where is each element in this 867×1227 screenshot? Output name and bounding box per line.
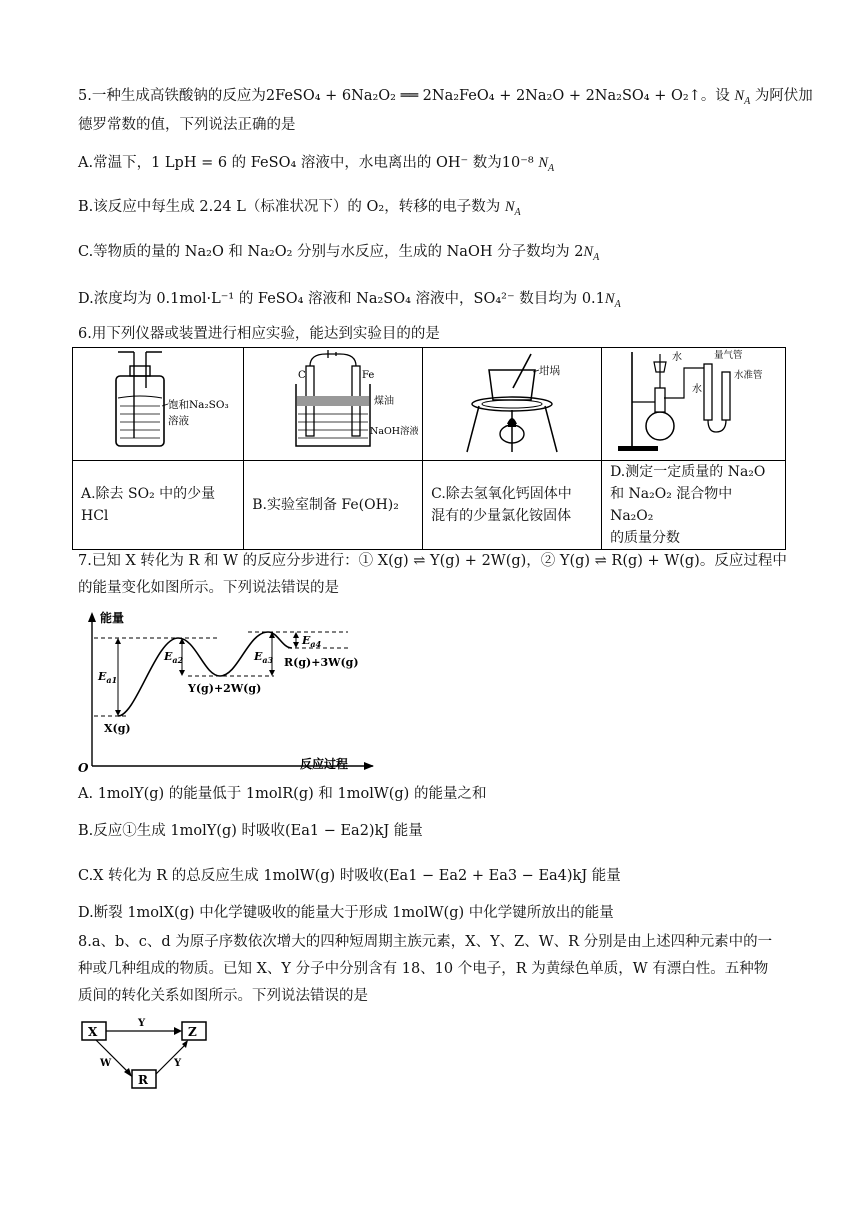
svg-text:X: X <box>88 1025 98 1039</box>
option-d-caption <box>602 461 786 550</box>
process-axis-arrow <box>364 762 374 770</box>
x-level-label: X(g) <box>104 722 131 735</box>
apparatus-a-cell <box>73 348 244 461</box>
bottle-label-1: 饱和Na₂SO₃ <box>168 399 229 411</box>
q5-option-d: D.浓度均为 0.1mol·L⁻¹ 的 FeSO₄ 溶液和 Na₂SO₄ 溶液中，SO₄²⁻ 数目均为 $0.1N_A$ <box>78 291 621 310</box>
water-label-2: 水 <box>692 384 703 395</box>
option-c-line2: 混有的少量氯化铵固体 <box>431 508 572 524</box>
q7-option-d: D.断裂 1molX(g) 中化学键吸收的能量大于形成 1molW(g) 中化学键所放出的能量 <box>78 905 614 921</box>
q5-option-b-text: B.该反应中每生成 2.24 L（标准状况下）的 O₂，转移的电子数为 <box>78 199 501 215</box>
svg-text:Y: Y <box>138 1018 146 1029</box>
energy-axis-arrow <box>88 612 96 622</box>
q5-option-a-text: A.常温下，1 LpH = 6 的 FeSO₄ 溶液中，水电离出的 OH⁻ 数为10⁻⁸ <box>78 155 534 171</box>
electrode-c-label: C <box>298 370 306 381</box>
q6-stem: 6.用下列仪器或装置进行相应实验，能达到实验目的的是 <box>78 326 440 342</box>
q5-stem-b: 。设 <box>700 88 730 104</box>
q7-option-a: A. 1molY(g) 的能量低于 1molR(g) 和 1molW(g) 的能量之和 <box>78 786 487 802</box>
svg-text:Y: Y <box>174 1058 182 1069</box>
q5-stem-c: 为阿伏加 <box>754 88 813 104</box>
gas-burette-label: 量气管 <box>714 350 743 361</box>
apparatus-c-cell <box>423 348 602 461</box>
svg-text:Ea1: $E_{a1}$ <box>98 670 118 685</box>
crucible-label: 坩埚 <box>539 365 561 377</box>
option-b-caption <box>244 461 423 550</box>
q6-apparatus-table <box>72 347 786 550</box>
q5-option-b: B.该反应中每生成 2.24 L（标准状况下）的 O₂，转移的电子数为 $N_A$ <box>78 199 521 218</box>
process-axis-label: 反应过程 <box>300 757 349 771</box>
q8-stem-line2: 种或几种组成的物质。已知 X、Y 分子中分别含有 18、10 个电子，R 为黄绿色单质，W 有漂白性。五种物 <box>78 961 769 977</box>
oil-label: 煤油 <box>374 396 395 407</box>
option-d-line3: 的质量分数 <box>610 530 681 546</box>
option-d-line2: 和 Na₂O₂ 混合物中 Na₂O₂ <box>610 486 733 524</box>
apparatus-b-cell <box>244 348 423 461</box>
naoh-label: NaOH溶液 <box>370 426 419 437</box>
option-b-line1: B.实验室制备 Fe(OH)₂ <box>252 497 399 513</box>
q5-option-a: A.常温下，1 LpH = 6 的 FeSO₄ 溶液中，水电离出的 OH⁻ 数为10⁻⁸ $N_A$ <box>78 155 555 174</box>
energy-curve <box>118 632 292 716</box>
svg-text:Z: Z <box>188 1025 197 1039</box>
option-d-line1: D.测定一定质量的 Na₂O <box>610 464 766 480</box>
q5-stem-a: 5.一种生成高铁酸钠的反应为 <box>78 88 266 104</box>
svg-text:W: W <box>100 1058 112 1069</box>
q5-option-c: C.等物质的量的 Na₂O 和 Na₂O₂ 分别与水反应，生成的 NaOH 分子数均为 $2N_A$ <box>78 244 600 263</box>
q8-stem-line3: 质间的转化关系如图所示。下列说法错误的是 <box>78 988 368 1004</box>
energy-profile-diagram <box>78 608 378 774</box>
option-c-caption <box>423 461 602 550</box>
electrolysis-cell-diagram <box>248 348 418 456</box>
bottle-label-2: 溶液 <box>168 415 190 427</box>
option-a-line2: HCl <box>81 508 109 524</box>
svg-text:Ea2: $E_{a2}$ <box>164 650 184 665</box>
r-level-label: R(g)+3W(g) <box>284 656 359 669</box>
gas-volume-measurement-diagram <box>606 348 781 456</box>
option-a-caption <box>73 461 244 550</box>
apparatus-d-cell <box>602 348 786 461</box>
crucible-heating-diagram <box>427 348 597 456</box>
q7-option-b: B.反应①生成 1molY(g) 时吸收(Ea1 − Ea2)kJ 能量 <box>78 823 423 839</box>
q5-stem-line2: 德罗常数的值，下列说法正确的是 <box>78 117 296 133</box>
q7-option-c: C.X 转化为 R 的总反应生成 1molW(g) 时吸收(Ea1 − Ea2 + Ea3 − Ea4)kJ 能量 <box>78 868 621 884</box>
q7-stem-line1: 7.已知 X 转化为 R 和 W 的反应分步进行：① X(g) ⇌ Y(g) + 2W(g)，② Y(g) ⇌ R(g) + W(g)。反应过程中 <box>78 553 787 569</box>
q5-option-c-text: C.等物质的量的 Na₂O 和 Na₂O₂ 分别与水反应，生成的 NaOH 分子数均为 2 <box>78 244 584 260</box>
q8-stem-line1: 8.a、b、c、d 为原子序数依次增大的四种短周期主族元素，X、Y、Z、W、R 分别是由上述四种元素中的一 <box>78 934 773 950</box>
q5-option-d-text: D.浓度均为 0.1mol·L⁻¹ 的 FeSO₄ 溶液和 Na₂SO₄ 溶液中，SO₄²⁻ 数目均为 0.1 <box>78 291 605 307</box>
q5-equation: 2FeSO₄ + 6Na₂O₂ ══ 2Na₂FeO₄ + 2Na₂O + 2Na₂SO₄ + O₂↑ <box>265 88 701 104</box>
na-sub: A <box>744 95 751 107</box>
svg-text:R: R <box>138 1073 148 1087</box>
na-symbol: N <box>734 88 745 104</box>
q7-stem-line2: 的能量变化如图所示。下列说法错误的是 <box>78 580 339 596</box>
y-level-label: Y(g)+2W(g) <box>188 682 262 695</box>
electrode-fe-label: Fe <box>362 370 375 381</box>
q5-stem-line1 <box>78 86 813 106</box>
option-c-line1: C.除去氢氧化钙固体中 <box>431 486 572 502</box>
water-label-1: 水 <box>672 352 683 363</box>
leveling-tube-label: 水准管 <box>734 370 763 381</box>
option-a-line1: A.除去 SO₂ 中的少量 <box>81 486 216 502</box>
gas-washing-bottle-diagram <box>78 348 238 456</box>
energy-axis-label: 能量 <box>100 611 125 625</box>
conversion-diagram <box>78 1014 228 1094</box>
svg-text:Ea3: $E_{a3}$ <box>254 650 274 665</box>
svg-text:Ea4: $E_{a4}$ <box>302 634 322 649</box>
origin-label: O <box>78 761 89 774</box>
